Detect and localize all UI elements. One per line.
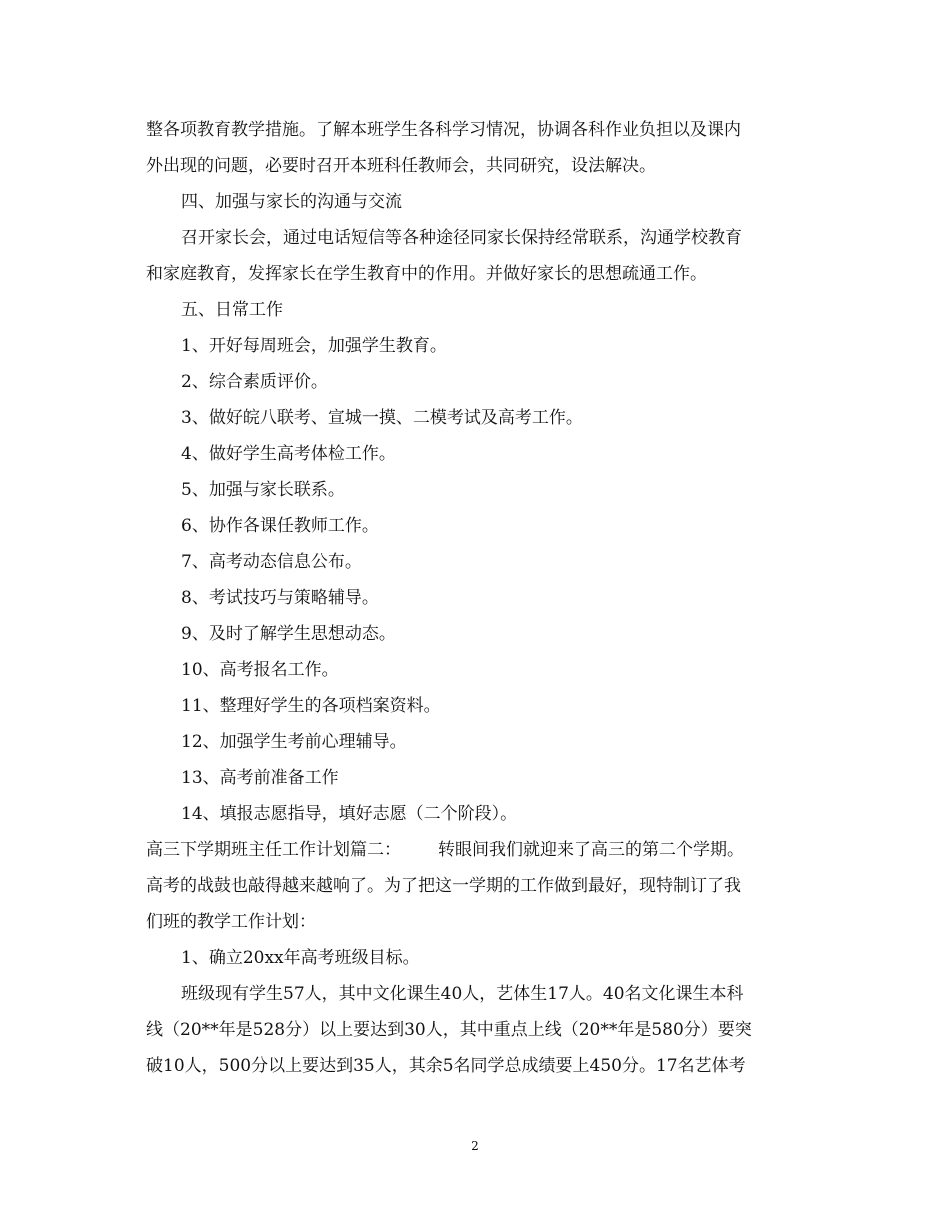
body-paragraph-line: 班级现有学生57人，其中文化课生40人，艺体生17人。40名文化课生本科 <box>181 984 744 1004</box>
body-paragraph-line: 转眼间我们就迎来了高三的第二个学期。 <box>438 840 744 860</box>
body-paragraph-line: 整各项教育教学措施。了解本班学生各科学习情况，协调各科作业负担以及课内 <box>146 120 741 140</box>
body-paragraph-line: 召开家长会，通过电话短信等各种途径同家长保持经常联系，沟通学校教育 <box>181 228 742 248</box>
list-item: 1、确立20xx年高考班级目标。 <box>181 948 420 968</box>
page-number: 2 <box>471 1139 479 1153</box>
list-item: 1、开好每周班会，加强学生教育。 <box>181 336 447 356</box>
list-item: 5、加强与家长联系。 <box>181 480 345 500</box>
list-item: 3、做好皖八联考、宣城一摸、二模考试及高考工作。 <box>181 408 583 428</box>
body-paragraph-line: 破10人，500分以上要达到35人，其余5名同学总成绩要上450分。17名艺体考 <box>146 1056 746 1076</box>
article-title: 高三下学期班主任工作计划篇二： <box>146 840 401 860</box>
article-title-line <box>0 839 950 861</box>
list-item: 6、协作各课任教师工作。 <box>181 516 379 536</box>
list-item: 12、加强学生考前心理辅导。 <box>181 732 407 752</box>
section-heading: 四、加强与家长的沟通与交流 <box>181 192 402 212</box>
list-item: 14、填报志愿指导，填好志愿（二个阶段）。 <box>181 804 518 824</box>
body-paragraph-line: 外出现的问题，必要时召开本班科任教师会，共同研究，设法解决。 <box>146 156 656 176</box>
list-item: 4、做好学生高考体检工作。 <box>181 444 396 464</box>
list-item: 2、综合素质评价。 <box>181 372 328 392</box>
list-item: 8、考试技巧与策略辅导。 <box>181 588 379 608</box>
list-item: 11、整理好学生的各项档案资料。 <box>181 696 441 716</box>
list-item: 9、及时了解学生思想动态。 <box>181 624 396 644</box>
body-paragraph-line: 线（20**年是528分）以上要达到30人，其中重点上线（20**年是580分）要突 <box>146 1020 752 1040</box>
list-item: 7、高考动态信息公布。 <box>181 552 362 572</box>
list-item: 10、高考报名工作。 <box>181 660 339 680</box>
section-heading: 五、日常工作 <box>181 300 283 320</box>
body-paragraph-line: 高考的战鼓也敲得越来越响了。为了把这一学期的工作做到最好，现特制订了我 <box>146 876 741 896</box>
body-paragraph-line: 们班的教学工作计划： <box>146 912 316 932</box>
list-item: 13、高考前准备工作 <box>181 768 339 788</box>
body-paragraph-line: 和家庭教育，发挥家长在学生教育中的作用。并做好家长的思想疏通工作。 <box>146 264 707 284</box>
